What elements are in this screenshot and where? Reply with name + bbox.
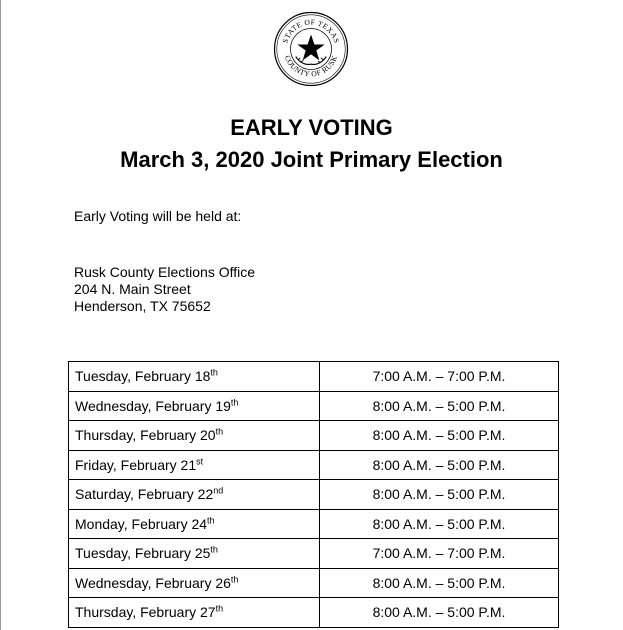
day-cell: Tuesday, February 18th [69,362,320,392]
hours-cell: 8:00 A.M. – 5:00 P.M. [320,421,559,451]
address-line: Henderson, TX 75652 [74,298,211,314]
table-row [69,391,559,421]
svg-text:COUNTY OF RUSK [283,54,340,79]
hours-cell: 8:00 A.M. – 5:00 P.M. [320,450,559,480]
hours-cell: 8:00 A.M. – 5:00 P.M. [320,480,559,510]
table-row [69,568,559,598]
star-icon [296,35,326,65]
hours-cell: 8:00 A.M. – 5:00 P.M. [320,598,559,628]
table-row [69,480,559,510]
day-cell: Monday, February 24th [69,509,320,539]
address-line: Rusk County Elections Office [74,264,256,280]
page-title: EARLY VOTING [230,115,393,140]
page-subtitle: March 3, 2020 Joint Primary Election [120,147,503,172]
day-cell: Wednesday, February 19th [69,391,320,421]
table-row [69,362,559,392]
hours-cell: 8:00 A.M. – 5:00 P.M. [320,391,559,421]
table-row [69,598,559,628]
schedule-table [68,361,559,628]
hours-cell: 8:00 A.M. – 5:00 P.M. [320,509,559,539]
table-row [69,450,559,480]
day-cell: Friday, February 21st [69,450,320,480]
seal-top-text: STATE OF TEXAS [280,17,342,45]
address-block [74,264,255,315]
seal-bottom-text: COUNTY OF RUSK [282,53,340,79]
hours-cell: 8:00 A.M. – 5:00 P.M. [320,568,559,598]
table-row [69,509,559,539]
hours-cell: 7:00 A.M. – 7:00 P.M. [320,539,559,569]
day-cell: Tuesday, February 25th [69,539,320,569]
intro-text: Early Voting will be held at: [74,208,242,224]
county-seal [273,11,349,87]
table-row [69,539,559,569]
hours-cell: 7:00 A.M. – 7:00 P.M. [320,362,559,392]
page-edge [0,0,1,630]
address-line: 204 N. Main Street [74,281,191,297]
day-cell: Saturday, February 22nd [69,480,320,510]
seal-emblem [273,11,349,87]
day-cell: Wednesday, February 26th [69,568,320,598]
day-cell: Thursday, February 27th [69,598,320,628]
day-cell: Thursday, February 20th [69,421,320,451]
table-row [69,421,559,451]
